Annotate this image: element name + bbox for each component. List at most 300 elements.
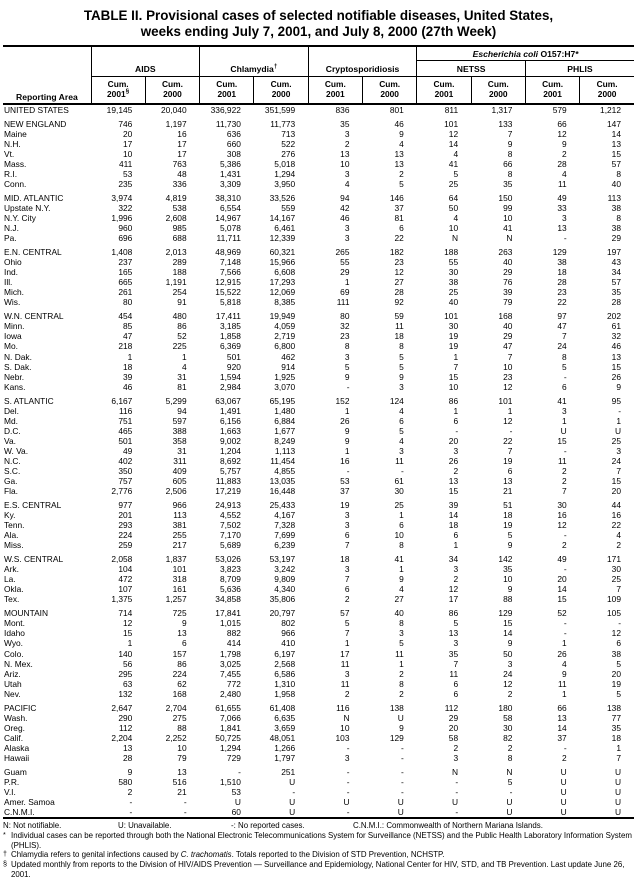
value-cell-1: 225: [172, 341, 187, 352]
value-cell-4: 94: [340, 192, 350, 203]
value-cell-2: 24,913: [215, 500, 241, 511]
value-cell-7: 9: [507, 638, 513, 649]
value-cell-9: 30: [611, 564, 621, 575]
value-cell-0: 757: [118, 476, 133, 487]
value-cell-8: 18: [557, 267, 567, 278]
value-cell-9: 26: [611, 371, 621, 382]
value-cell-0: 140: [118, 648, 133, 659]
value-cell-9: 2: [616, 540, 621, 551]
value-cell-0: 28: [122, 753, 133, 764]
table-row-del: [3, 406, 634, 416]
value-cell-6: 14: [448, 510, 459, 521]
reporting-area-cell: Ga.: [4, 476, 18, 487]
value-cell-5: 92: [394, 297, 404, 308]
value-cell-3: 462: [281, 351, 296, 362]
value-cell-2: 5,636: [219, 584, 241, 595]
reporting-area-cell: Wis.: [4, 297, 21, 308]
value-cell-2: 660: [226, 138, 241, 149]
value-cell-3: 276: [281, 148, 296, 159]
value-cell-7: 76: [503, 277, 513, 288]
value-cell-8: 66: [557, 118, 567, 129]
reporting-area-cell: Md.: [4, 415, 18, 426]
footnote-marker-chlamydia: †: [273, 63, 278, 71]
value-cell-3: 19,949: [269, 311, 296, 322]
value-cell-2: 12,915: [215, 277, 241, 288]
table-row-pa: [3, 233, 634, 243]
value-cell-7: 8: [507, 169, 513, 180]
value-cell-2: 1,798: [219, 648, 241, 659]
value-cell-3: 966: [281, 628, 296, 639]
value-cell-9: 105: [607, 608, 621, 619]
value-cell-0: -: [91, 807, 145, 818]
value-cell-0: 261: [118, 287, 133, 298]
value-cell-5: U: [363, 807, 417, 818]
value-cell-3: 4,855: [274, 466, 296, 477]
value-cell-6: -: [417, 807, 471, 818]
footnotes: [3, 821, 634, 879]
value-cell-2: 11,711: [216, 233, 241, 244]
value-cell-2: 7,502: [219, 520, 241, 531]
value-cell-8: 7: [562, 486, 567, 497]
value-cell-0: 9: [127, 766, 133, 777]
value-cell-7: U: [506, 797, 513, 808]
value-cell-5: 3: [399, 445, 404, 456]
value-cell-8: 12: [557, 520, 567, 531]
value-cell-3: 53,197: [269, 554, 296, 565]
table-row-colo: [3, 649, 634, 659]
table-row-united-states: [3, 104, 634, 115]
value-cell-1: 336: [172, 179, 187, 190]
value-cell-3: 410: [281, 638, 296, 649]
value-cell-7: 1,317: [491, 105, 513, 115]
value-cell-8: 1: [562, 415, 567, 426]
value-cell-7: 15: [503, 618, 513, 629]
table-row-e-n-central: [3, 247, 634, 257]
value-cell-6: 7: [453, 658, 459, 669]
table-row-s-dak: [3, 362, 634, 372]
reporting-area-cell: S.C.: [4, 466, 21, 477]
column-group-netss: NETSS: [417, 61, 526, 77]
value-cell-7: 7: [507, 445, 513, 456]
value-cell-6: 12: [448, 128, 459, 139]
value-cell-8: 30: [557, 500, 567, 511]
value-cell-2: 5,689: [219, 540, 241, 551]
value-cell-5: 2: [399, 688, 404, 699]
value-cell-7: U: [471, 807, 525, 818]
value-cell-6: 18: [448, 520, 459, 531]
value-cell-1: 254: [172, 287, 187, 298]
value-cell-9: 138: [607, 702, 621, 713]
reporting-area-cell: Kans.: [4, 381, 26, 392]
value-cell-8: 6: [562, 381, 567, 392]
reporting-area-cell: W.S. CENTRAL: [4, 554, 64, 565]
value-cell-8: 13: [557, 223, 567, 234]
value-cell-1: 388: [172, 425, 187, 436]
table-row-alaska: [3, 743, 634, 753]
value-cell-0: 259: [118, 540, 133, 551]
value-cell-3: U: [289, 797, 296, 808]
value-cell-6: U: [452, 797, 459, 808]
value-cell-0: 56: [122, 658, 133, 669]
value-cell-5: 1: [399, 658, 404, 669]
reporting-area-cell: Va.: [4, 435, 16, 446]
value-cell-8: -: [563, 628, 567, 639]
value-cell-3: 1,310: [274, 678, 296, 689]
value-cell-4: 1: [344, 445, 350, 456]
value-cell-5: -: [401, 742, 404, 753]
value-cell-9: 25: [611, 574, 621, 585]
value-cell-5: -: [401, 466, 404, 477]
value-cell-1: 4: [181, 361, 187, 372]
value-cell-5: 18: [394, 331, 404, 342]
value-cell-0: 18: [122, 361, 133, 372]
value-cell-1: 17: [177, 138, 187, 149]
value-cell-9: 171: [607, 554, 621, 565]
value-cell-3: 4,167: [274, 510, 296, 521]
value-cell-2: 11,883: [215, 476, 241, 487]
value-cell-6: 811: [444, 105, 459, 115]
value-cell-3: 16,448: [269, 486, 296, 497]
value-cell-6: 64: [448, 192, 459, 203]
value-cell-0: 2,058: [111, 554, 133, 565]
value-cell-3: 6,884: [274, 415, 296, 426]
table-row-wyo: [3, 638, 634, 648]
table-row-n-c: [3, 456, 634, 466]
value-cell-3: 6,635: [274, 712, 296, 723]
value-cell-2: 6,156: [219, 415, 241, 426]
value-cell-7: 35: [503, 564, 513, 575]
value-cell-0: 2,776: [111, 486, 133, 497]
footnote-text: Updated monthly from reports to the Division of HIV/AIDS Prevention — Surveillance and Epidemiology, National Center for HIV, STD, and TB Prevention. Last update June 26, 2001.: [11, 860, 625, 879]
value-cell-7: 133: [498, 118, 513, 129]
value-cell-8: 37: [557, 732, 567, 743]
value-cell-1: 188: [172, 267, 187, 278]
reporting-area-cell: E.S. CENTRAL: [4, 500, 62, 511]
value-cell-3: 9,809: [274, 574, 296, 585]
value-cell-9: U: [614, 776, 621, 787]
value-cell-7: 50: [503, 648, 513, 659]
table-row-calif: [3, 733, 634, 743]
value-cell-0: 13: [122, 742, 133, 753]
value-cell-6: 19: [448, 341, 459, 352]
value-cell-4: 7: [344, 628, 350, 639]
value-cell-1: 1,837: [165, 554, 187, 565]
reporting-area-cell: Del.: [4, 405, 19, 416]
value-cell-0: 132: [118, 688, 133, 699]
value-cell-5: 129: [389, 732, 404, 743]
value-cell-7: 66: [503, 159, 513, 170]
value-cell-0: 293: [118, 520, 133, 531]
reporting-area-cell: Ohio: [4, 257, 22, 268]
value-cell-6: 6: [453, 678, 459, 689]
value-cell-4: 6: [344, 584, 350, 595]
table-row-mountain: [3, 608, 634, 618]
value-cell-6: -: [455, 786, 459, 797]
value-cell-4: 42: [340, 203, 350, 214]
value-cell-7: 82: [503, 732, 513, 743]
table-row-n-h: [3, 139, 634, 149]
value-cell-4: -: [308, 807, 362, 818]
value-cell-5: -: [401, 776, 404, 787]
value-cell-0: 6,167: [111, 395, 133, 406]
value-cell-9: 4: [616, 530, 621, 541]
value-cell-3: 6,239: [274, 540, 296, 551]
reporting-area-cell: S. Dak.: [4, 361, 32, 372]
value-cell-3: 1,480: [274, 405, 296, 416]
table-row-ariz: [3, 669, 634, 679]
value-cell-5: 41: [394, 554, 404, 565]
value-cell-4: 3: [344, 510, 350, 521]
value-cell-0: 3,974: [111, 192, 133, 203]
value-cell-2: 1,510: [219, 776, 241, 787]
table-row-ga: [3, 476, 634, 486]
value-cell-4: 57: [340, 608, 350, 619]
column-group-chlamydia: Chlamydia†: [200, 46, 309, 77]
value-cell-4: -: [346, 786, 350, 797]
value-cell-1: 2,252: [165, 732, 187, 743]
value-cell-0: 465: [118, 425, 133, 436]
value-cell-7: 12: [503, 678, 513, 689]
value-cell-7: 23: [503, 371, 513, 382]
value-cell-3: 6,608: [274, 267, 296, 278]
value-cell-6: 34: [448, 554, 459, 565]
value-cell-2: 2,480: [219, 688, 241, 699]
value-cell-2: 11,730: [215, 118, 241, 129]
value-cell-4: 11: [340, 678, 350, 689]
value-cell-5: 801: [389, 105, 404, 115]
value-cell-0: 751: [118, 415, 133, 426]
value-cell-2: 1,491: [219, 405, 241, 416]
reporting-area-cell: V.I.: [4, 786, 16, 797]
table-row-kans: [3, 382, 634, 392]
value-cell-9: 95: [611, 395, 621, 406]
value-cell-5: 3: [399, 628, 404, 639]
value-cell-7: 18: [503, 510, 513, 521]
reporting-area-cell: S. ATLANTIC: [4, 395, 54, 406]
value-cell-7: 142: [498, 554, 513, 565]
table-row-mid-atlantic: [3, 193, 634, 203]
value-cell-6: N: [452, 766, 459, 777]
value-cell-9: U: [614, 425, 621, 436]
value-cell-9: 12: [611, 628, 621, 639]
value-cell-4: 2: [344, 688, 350, 699]
value-cell-9: 77: [611, 712, 621, 723]
value-cell-9: 57: [611, 277, 621, 288]
value-cell-5: 46: [394, 118, 404, 129]
value-cell-0: 12: [122, 618, 133, 629]
value-cell-0: 19,145: [106, 105, 133, 115]
value-cell-2: U: [234, 797, 241, 808]
value-cell-6: 3: [453, 638, 459, 649]
value-cell-7: 5: [507, 776, 513, 787]
value-cell-0: 1,375: [111, 594, 133, 605]
value-cell-5: 2: [399, 668, 404, 679]
value-cell-0: 80: [122, 297, 133, 308]
value-cell-8: 47: [557, 321, 567, 332]
value-cell-1: 6: [181, 638, 187, 649]
value-cell-7: 129: [498, 608, 513, 619]
table-row-miss: [3, 540, 634, 550]
value-cell-2: 7,455: [219, 668, 241, 679]
table-row-fla: [3, 486, 634, 496]
value-cell-7: 24: [503, 668, 513, 679]
table-row-new-england: [3, 119, 634, 129]
value-cell-1: 688: [172, 233, 187, 244]
value-cell-5: -: [401, 766, 404, 777]
table-row-va: [3, 436, 634, 446]
value-cell-0: 402: [118, 456, 133, 467]
value-cell-2: 61,655: [215, 702, 241, 713]
value-cell-8: 38: [557, 257, 567, 268]
value-cell-2: 63,067: [215, 395, 241, 406]
value-cell-7: 35: [503, 179, 513, 190]
value-cell-7: 51: [503, 500, 513, 511]
value-cell-6: 2: [453, 742, 459, 753]
table-row-hawaii: [3, 753, 634, 763]
value-cell-4: 46: [340, 213, 350, 224]
value-cell-5: 8: [399, 341, 404, 352]
value-cell-6: 3: [453, 753, 459, 764]
value-cell-3: 13,035: [269, 476, 296, 487]
value-cell-6: 20: [448, 435, 459, 446]
value-cell-3: 48,051: [269, 732, 296, 743]
value-cell-2: 3,823: [219, 564, 241, 575]
value-cell-1: 31: [177, 445, 187, 456]
value-cell-8: -: [563, 742, 567, 753]
value-cell-6: 25: [448, 287, 459, 298]
value-cell-2: 48,969: [215, 247, 241, 257]
value-cell-7: 9: [507, 584, 513, 595]
value-cell-3: 251: [281, 766, 296, 777]
value-cell-7: N: [506, 233, 513, 244]
value-cell-3: 3,070: [274, 381, 296, 392]
column-group-cryptosporidiosis: Cryptosporidiosis: [308, 46, 417, 77]
reporting-area-cell: Okla.: [4, 584, 24, 595]
value-cell-5: 28: [394, 287, 404, 298]
value-cell-3: 60,321: [269, 247, 296, 257]
value-cell-6: 15: [448, 371, 459, 382]
value-cell-8: U: [560, 425, 567, 436]
value-cell-1: 538: [172, 203, 187, 214]
value-cell-4: 4: [344, 179, 350, 190]
value-cell-5: U: [397, 712, 404, 723]
value-cell-9: 109: [607, 594, 621, 605]
value-cell-4: 836: [335, 105, 350, 115]
value-cell-6: 6: [453, 530, 459, 541]
value-cell-8: 4: [562, 169, 567, 180]
reporting-area-cell: Calif.: [4, 732, 24, 743]
table-row-utah: [3, 679, 634, 689]
table-row-w-n-central: [3, 311, 634, 321]
value-cell-9: 5: [616, 658, 621, 669]
value-cell-9: 1,212: [600, 105, 621, 115]
value-cell-7: 58: [503, 712, 513, 723]
value-cell-9: 44: [611, 500, 621, 511]
value-cell-0: 714: [118, 608, 133, 619]
value-cell-4: -: [346, 466, 350, 477]
value-cell-8: 9: [562, 668, 567, 679]
value-cell-6: 15: [448, 486, 459, 497]
value-cell-8: U: [560, 766, 567, 777]
value-cell-6: 14: [448, 138, 459, 149]
value-cell-7: 40: [503, 321, 513, 332]
value-cell-1: 21: [177, 786, 187, 797]
value-cell-4: 35: [340, 118, 350, 129]
value-cell-9: 14: [611, 128, 621, 139]
reporting-area-cell: Alaska: [4, 742, 30, 753]
reporting-area-cell: Fla.: [4, 486, 18, 497]
table-row-ohio: [3, 257, 634, 267]
value-cell-6: 11: [449, 668, 459, 679]
value-cell-7: 5: [507, 530, 513, 541]
value-cell-1: 161: [172, 584, 187, 595]
value-cell-0: 350: [118, 466, 133, 477]
value-cell-4: 16: [340, 456, 350, 467]
table-row-p-r: [3, 777, 634, 787]
value-cell-2: -: [238, 766, 241, 777]
value-cell-8: 2: [562, 476, 567, 487]
footnote-marker: §: [3, 859, 7, 869]
value-cell-2: 2,984: [219, 381, 241, 392]
value-cell-0: 977: [118, 500, 133, 511]
table-row-mont: [3, 618, 634, 628]
value-cell-7: 180: [498, 702, 513, 713]
value-cell-1: 13: [177, 628, 187, 639]
value-cell-8: 23: [557, 287, 567, 298]
value-cell-1: 13: [177, 766, 187, 777]
footnote-1: [3, 850, 634, 860]
value-cell-8: -: [563, 530, 567, 541]
value-cell-7: 9: [507, 138, 513, 149]
value-cell-8: 28: [557, 159, 567, 170]
value-cell-0: 746: [118, 118, 133, 129]
value-cell-7: 47: [503, 341, 513, 352]
value-cell-4: -: [346, 766, 350, 777]
table-row-ark: [3, 564, 634, 574]
value-cell-2: 6,554: [219, 203, 241, 214]
value-cell-2: 636: [226, 128, 241, 139]
value-cell-3: 4,059: [274, 321, 296, 332]
value-cell-6: 20: [448, 722, 459, 733]
value-cell-4: 53: [340, 476, 350, 487]
value-cell-5: 61: [394, 476, 404, 487]
value-cell-9: U: [614, 786, 621, 797]
header-row-cum: [3, 77, 634, 105]
value-cell-4: 3: [344, 128, 350, 139]
reporting-area-cell: Ala.: [4, 530, 19, 541]
table-row-w-s-central: [3, 554, 634, 564]
value-cell-8: U: [560, 797, 567, 808]
value-cell-3: 17,293: [269, 277, 296, 288]
value-cell-0: 2: [127, 786, 133, 797]
value-cell-3: 1,677: [274, 425, 296, 436]
value-cell-9: 22: [611, 520, 621, 531]
value-cell-1: 17: [177, 148, 187, 159]
value-cell-5: 9: [399, 574, 404, 585]
ecoli-italic-text: Escherichia coli: [472, 48, 539, 59]
value-cell-4: 9: [344, 435, 350, 446]
value-cell-5: 124: [389, 395, 404, 406]
value-cell-1: 381: [172, 520, 187, 531]
value-cell-7: 14: [503, 628, 513, 639]
table-row-wash: [3, 713, 634, 723]
footnote-text: Individual cases can be reported through both the National Electronic Telecommunications System for Surveillance (NETSS) and the Public Health Laboratory Information System (PHLIS).: [11, 830, 632, 850]
value-cell-9: 7: [616, 753, 621, 764]
value-cell-4: -: [346, 381, 350, 392]
value-cell-8: 2: [562, 753, 567, 764]
value-cell-6: 29: [448, 712, 459, 723]
table-row-n-j: [3, 223, 634, 233]
